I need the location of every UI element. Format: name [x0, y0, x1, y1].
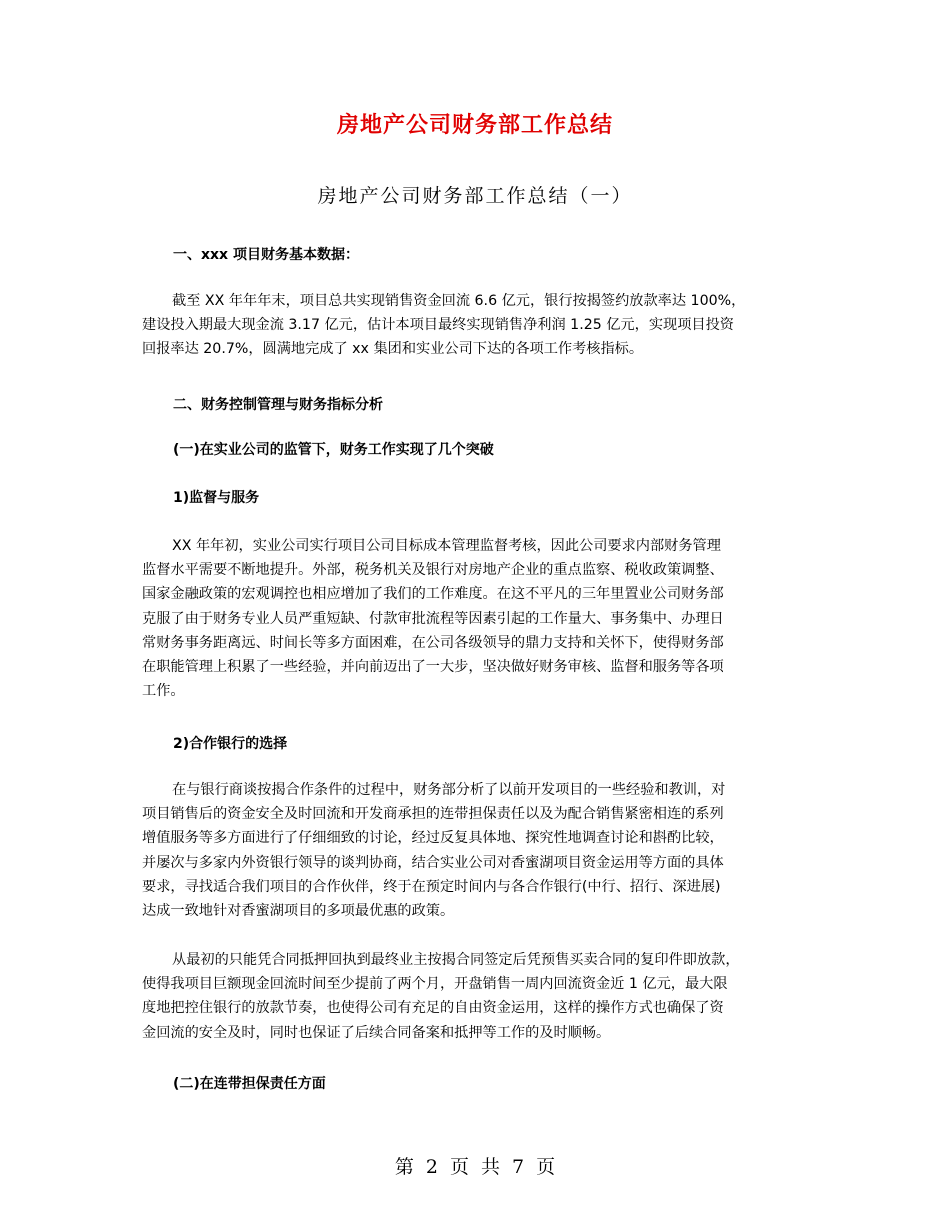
paragraph-line: 从最初的只能凭合同抵押回执到最终业主按揭合同签定后凭预售买卖合同的复印件即放款，	[172, 952, 740, 968]
section-heading-4: 1)监督与服务	[173, 490, 260, 506]
section-heading-2: 二、财务控制管理与财务指标分析	[173, 397, 383, 413]
paragraph-line: 监督水平需要不断地提升。外部，税务机关及银行对房地产企业的重点监察、税收政策调整、	[142, 562, 724, 579]
paragraph-line: 金回流的安全及时，同时也保证了后续合同备案和抵押等工作的及时顺畅。	[142, 1024, 611, 1041]
paragraph-line: XX 年年初，实业公司实行项目公司目标成本管理监督考核，因此公司要求内部财务管理	[172, 538, 721, 554]
paragraph-project-data	[142, 289, 812, 362]
paragraph-line: 在与银行商谈按揭合作条件的过程中，财务部分析了以前开发项目的一些经验和教训，对	[172, 782, 726, 798]
paragraph-line: 常财务事务距离远、时间长等多方面困难，在公司各级领导的鼎力支持和关怀下，使得财务部	[142, 634, 724, 651]
paragraph-line: 使得我项目巨额现金回流时间至少提前了两个月，开盘销售一周内回流资金近 1 亿元，最大限	[142, 976, 728, 993]
section-heading-1: 一、xxx 项目财务基本数据：	[173, 247, 359, 263]
paragraph-line: 度地把控住银行的放款节奏，也使得公司有充足的自由资金运用，这样的操作方式也确保了资	[142, 1000, 724, 1017]
paragraph-cash-flow	[142, 948, 812, 1045]
paragraph-line: 增值服务等多方面进行了仔细细致的讨论，经过反复具体地、探究性地调查讨论和斟酌比较，	[142, 830, 724, 847]
paragraph-line: 截至 XX 年年年末，项目总共实现销售资金回流 6.6 亿元，银行按揭签约放款率达 100%，	[172, 293, 746, 309]
paragraph-line: 要求，寻找适合我们项目的合作伙伴，终于在预定时间内与各合作银行(中行、招行、深进展)	[142, 878, 721, 895]
paragraph-line: 国家金融政策的宏观调控也相应增加了我们的工作难度。在这不平凡的三年里置业公司财务部	[142, 586, 724, 603]
paragraph-bank-selection	[142, 778, 812, 923]
document-title: 房地产公司财务部工作总结	[336, 113, 613, 138]
section-heading-3: (一)在实业公司的监管下，财务工作实现了几个突破	[173, 442, 494, 458]
paragraph-line: 并屡次与多家内外资银行领导的谈判协商，结合实业公司对香蜜湖项目资金运用等方面的具体	[142, 854, 724, 871]
paragraph-line: 项目销售后的资金安全及时回流和开发商承担的连带担保责任以及为配合销售紧密相连的系列	[142, 806, 724, 823]
section-heading-5: 2)合作银行的选择	[173, 736, 288, 752]
document-subtitle: 房地产公司财务部工作总结（一）	[317, 185, 633, 207]
paragraph-line: 达成一致地针对香蜜湖项目的多项最优惠的政策。	[142, 903, 455, 920]
paragraph-supervision	[142, 534, 812, 703]
paragraph-line: 回报率达 20.7%，圆满地完成了 xx 集团和实业公司下达的各项工作考核指标。	[142, 341, 644, 358]
paragraph-line: 克服了由于财务专业人员严重短缺、付款审批流程等因素引起的工作量大、事务集中、办理日	[142, 610, 724, 627]
paragraph-line: 在职能管理上积累了一些经验，并向前迈出了一大步，坚决做好财务审核、监督和服务等各项	[142, 659, 724, 676]
paragraph-line: 工作。	[142, 683, 185, 700]
paragraph-line: 建设投入期最大现金流 3.17 亿元，估计本项目最终实现销售净利润 1.25 亿元，实现项目投资	[142, 317, 734, 334]
section-heading-6: (二)在连带担保责任方面	[173, 1076, 326, 1092]
page-number-footer: 第 2 页 共 7 页	[394, 1156, 556, 1178]
